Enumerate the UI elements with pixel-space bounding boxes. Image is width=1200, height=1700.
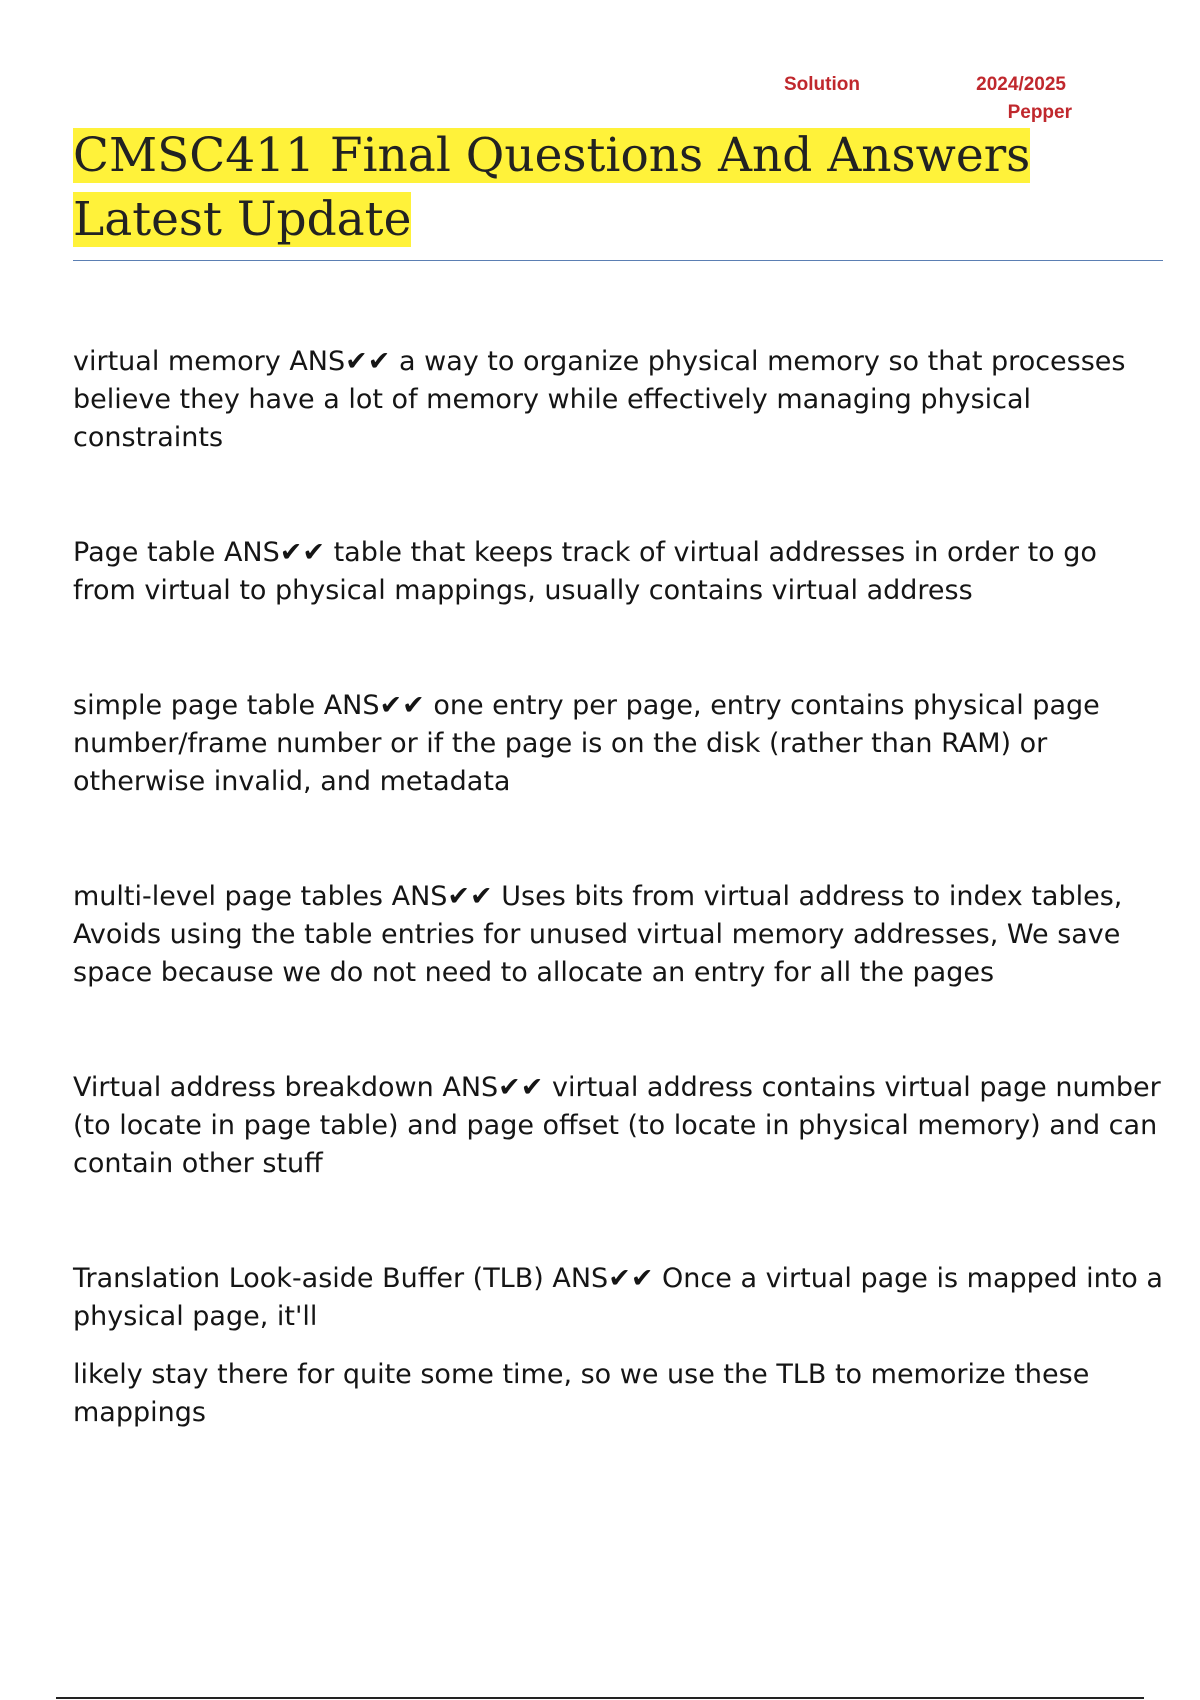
answer-marker: ANS✔✔ — [391, 881, 493, 912]
qa-entry-simple-page-table — [73, 687, 1163, 801]
qa-definition: Once a virtual page is mapped into a physical page, it'll — [73, 1263, 1163, 1332]
qa-definition: one entry per page, entry contains physical page number/frame number or if the page is on the disk (rather than RAM) or otherwise invalid, and metadata — [73, 690, 1100, 797]
answer-marker: ANS✔✔ — [289, 346, 391, 377]
document-header-meta — [752, 70, 1072, 130]
answer-marker: ANS✔✔ — [552, 1263, 654, 1294]
qa-entry-page-table — [73, 534, 1163, 610]
qa-term: virtual memory — [73, 346, 281, 377]
qa-term: simple page table — [73, 690, 316, 721]
answer-marker: ANS✔✔ — [223, 537, 325, 568]
qa-term: Page table — [73, 537, 216, 568]
qa-entry-virtual-memory — [73, 343, 1163, 457]
qa-term: multi-level page tables — [73, 881, 383, 912]
qa-definition: Uses bits from virtual address to index tables, Avoids using the table entries for unused virtual memory addresses, We save space because we do not need to allocate an entry for all the pages — [73, 881, 1123, 988]
answer-marker: ANS✔✔ — [442, 1072, 544, 1103]
qa-entry-virtual-address-breakdown — [73, 1069, 1163, 1183]
header-year: 2024/2025 — [976, 74, 1066, 95]
qa-term: Translation Look-aside Buffer (TLB) — [73, 1263, 544, 1294]
footer-rule — [56, 1697, 1144, 1699]
qa-definition-continuation: likely stay there for quite some time, so we use the TLB to memorize these mappings — [73, 1359, 1090, 1428]
answer-marker: ANS✔✔ — [323, 690, 425, 721]
page-title — [73, 124, 1163, 252]
page-title-highlight: CMSC411 Final Questions And Answers Latest Update — [73, 128, 1031, 247]
qa-entry-tlb — [73, 1260, 1163, 1336]
qa-term: Virtual address breakdown — [73, 1072, 434, 1103]
title-block — [73, 124, 1163, 261]
qa-definition: table that keeps track of virtual addresses in order to go from virtual to physical mappings, usually contains virtual address — [73, 537, 1097, 606]
qa-definition: virtual address contains virtual page number (to locate in page table) and page offset (to locate in physical memory) and can contain other stuff — [73, 1072, 1161, 1179]
qa-entry-multi-level-page-tables — [73, 878, 1163, 992]
qa-list — [73, 343, 1163, 1432]
header-label: Solution — [784, 74, 860, 95]
qa-definition: a way to organize physical memory so that processes believe they have a lot of memory while effectively managing physical constraints — [73, 346, 1126, 453]
header-author: Pepper — [1007, 102, 1072, 123]
